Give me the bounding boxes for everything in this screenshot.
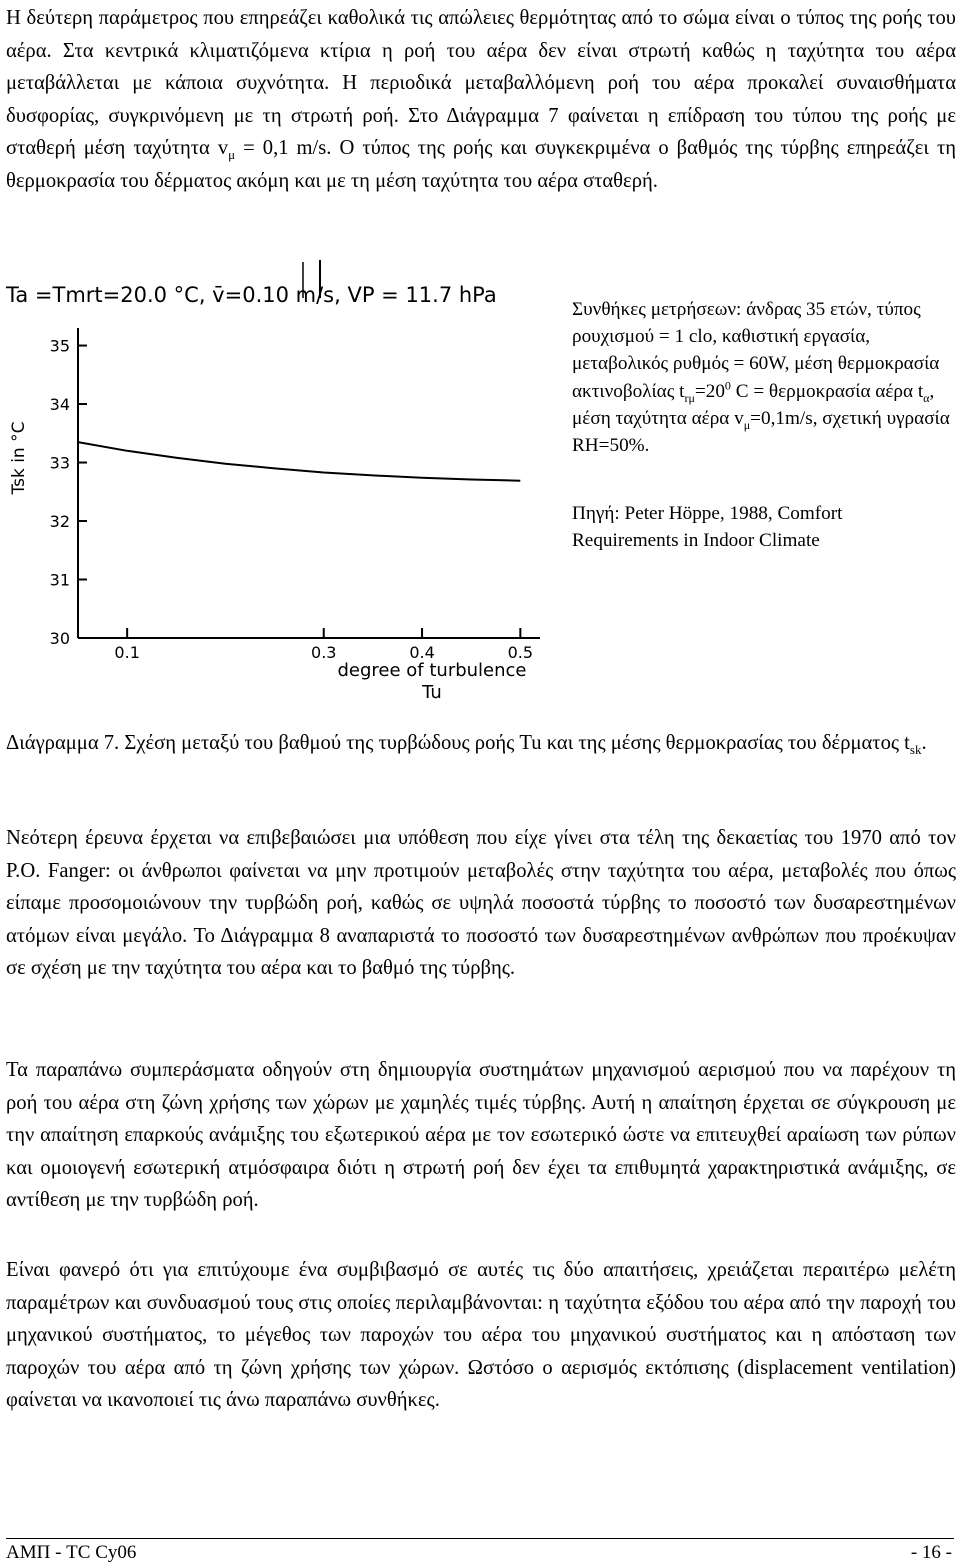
page-number: - 16 - xyxy=(910,1542,952,1563)
paragraph-2: Νεότερη έρευνα έρχεται να επιβεβαιώσει μια υπόθεση που είχε γίνει στα τέλη της δεκαετίας του 1970 από τον P.O. Fanger: οι άνθρωποι φαίνεται να μην προτιμούν μεταβολές στην ταχύτητα του αέρα, μεταβολές που όπως είπαμε προσομοιώνουν την τυρβώδη ροή, καθώς σε υψηλά ποσοστά τύρβης το ποσοστό των δυσαρεστημένων ατόμων είναι μεγάλο. Το Διάγραμμα 8 αναπαριστά το ποσοστό των δυσαρεστημένων ανθρώπων που προέκυψαν σε σχέση με την ταχύτητα του αέρα και το βαθμό της τύρβης. xyxy=(6,827,956,980)
x-axis-label: degree of turbulence xyxy=(337,660,527,681)
conditions-text-c: C = θερμοκρασία αέρα t xyxy=(730,380,924,402)
conditions-sub-mu: μ xyxy=(743,417,751,432)
chart xyxy=(0,258,560,708)
y-tick-label: 31 xyxy=(49,570,70,590)
y-axis-label xyxy=(9,422,29,496)
y-axis-label-text: Tsk in °C xyxy=(9,421,29,495)
figure-source: Πηγή: Peter Höppe, 1988, Comfort Requirements in Indoor Climate xyxy=(572,503,843,552)
footer-left: ΑΜΠ - TC Cy06 xyxy=(6,1542,137,1563)
conditions-sup-0: 0 xyxy=(724,378,731,393)
conditions-text-d: , μέση ταχύτητα αέρα v xyxy=(572,380,935,429)
y-tick-label: 30 xyxy=(49,629,70,648)
intro-paragraph xyxy=(6,2,956,198)
x-ticks xyxy=(114,628,533,662)
measurement-conditions xyxy=(572,296,952,459)
y-tick-label: 32 xyxy=(49,512,70,532)
figure-caption xyxy=(6,727,956,760)
y-tick-label: 33 xyxy=(49,453,70,473)
y-ticks xyxy=(50,337,87,648)
x-axis-label-2: Tu xyxy=(422,682,442,703)
chart-header: Ta =Tmrt=20.0 °C, v̄=0.10 m/s, VP = 11.7 hPa xyxy=(6,283,497,307)
series-line xyxy=(78,442,520,481)
conditions-text-b: =20 xyxy=(694,380,725,402)
caption-text-end: . xyxy=(921,732,927,754)
x-tick-label: 0.5 xyxy=(507,643,534,662)
intro-sub-mu: μ xyxy=(228,147,236,163)
y-tick-label: 35 xyxy=(49,336,70,356)
caption-sub-sk: sk xyxy=(909,742,922,758)
conditions-text-e: =0,1m/s, σχετική υγρασία RH=50%. xyxy=(572,407,950,457)
conditions-sub-rm: rμ xyxy=(684,390,695,405)
paragraph-4: Είναι φανερό ότι για επιτύχουμε ένα συμβιβασμό σε αυτές τις δύο απαιτήσεις, χρειάζεται περαιτέρω μελέτη παραμέτρων και συνδυασμού τους στις οποίες περιλαμβάνονται: η ταχύτητα εξόδου του αέρα από την παροχή του μηχανικού συστήματος, το μέγεθος των παροχών του αέρα του μηχανικού συστήματος και η απόσταση των παροχών του αέρα από τη ζώνη χρήσης των χώρων. Ωστόσο ο αερισμός εκτόπισης (displacement ventilation) φαίνεται να ικανοποιεί τις άνω παραπάνω συνθήκες. xyxy=(6,1259,956,1412)
x-tick-label: 0.3 xyxy=(311,643,337,662)
x-tick-label: 0.1 xyxy=(114,643,140,662)
conditions-text-a: Συνθήκες μετρήσεων: άνδρας 35 ετών, τύπος ρουχισμού = 1 clo, καθιστική εργασία, μεταβολικός ρυθμός = 60W, μέση θερμοκρασία ακτινοβολίας t xyxy=(572,299,940,402)
y-tick-label: 34 xyxy=(49,395,70,415)
footer-divider xyxy=(6,1538,954,1539)
conditions-sub-a: α xyxy=(923,390,930,405)
caption-text: Διάγραμμα 7. Σχέση μεταξύ του βαθμού της τυρβώδους ροής Tu και της μέσης θερμοκρασίας του δέρματος t xyxy=(6,732,910,754)
paragraph-3: Τα παραπάνω συμπεράσματα οδηγούν στη δημιουργία συστημάτων μηχανισμού αερισμού που να παρέχουν τη ροή του αέρα στη ζώνη χρήσης των χώρων με χαμηλές τιμές τύρβης. Αυτή η απαίτηση έρχεται σε σύγκρουση με την απαίτηση επαρκούς ανάμιξης του εξωτερικού αέρα με τον εσωτερικό ώστε να επιτευχθεί αραίωση των ρύπων και ομοιογενή εσωτερική ατμόσφαιρα διότι η στρωτή ροή δεν έχει τα επιθυμητά χαρακτηριστικά ανάμιξης, σε αντίθεση με την τυρβώδη ροή. xyxy=(6,1059,956,1212)
intro-text-2: = 0,1 m/s. Ο τύπος της ροής και συγκεκριμένα ο βαθμός της τύρβης επηρεάζει τη θερμοκρασία του δέρματος ακόμη και με τη μέση ταχύτητα του αέρα σταθερή. xyxy=(6,137,956,192)
intro-text-1: Η δεύτερη παράμετρος που επηρεάζει καθολικά τις απώλειες θερμότητας από το σώμα είναι ο τύπος της ροής του αέρα. Στα κεντρικά κλιματιζόμενα κτίρια η ροή του αέρα δεν είναι στρωτή καθώς η ταχύτητα του αέρα μεταβάλλεται με κάποια συχνότητα. Η περιοδικά μεταβαλλόμενη ροή του αέρα προκαλεί συναισθήματα δυσφορίας, συγκρινόμενη με τη στρωτή ροή. Στο Διάγραμμα 7 φαίνεται η επίδραση του τύπου της ροής με σταθερή μέση ταχύτητα v xyxy=(6,7,956,160)
x-tick-label: 0.4 xyxy=(409,643,435,662)
